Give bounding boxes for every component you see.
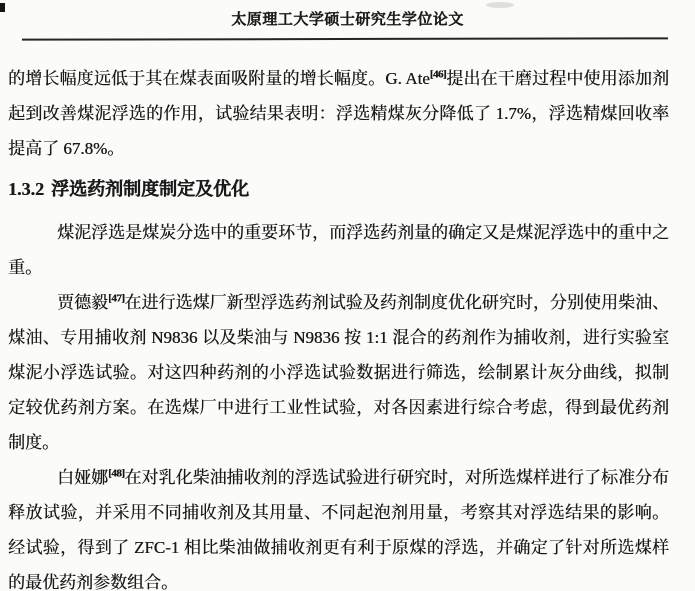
paragraph-text: 在对乳化柴油捕收剂的浮选试验进行研究时，对所选煤样进行了标准分布释放试验，并采用不同捕收剂及其用量、不同起泡剂用量，考察其对浮选结果的影响。经试验，得到了 ZFC-1 相比柴油做捕收剂更有利于原煤的浮选，并确定了针对所选煤样的最优药剂参数组合。 (8, 468, 670, 591)
page-header (0, 8, 695, 29)
paragraph-baiyana (8, 460, 669, 591)
section-heading (8, 172, 669, 207)
paragraph-intro (8, 61, 669, 166)
paragraph-jiadeyi (8, 285, 669, 460)
citation-ref-48: [48] (108, 467, 125, 480)
paragraph-text: 的增长幅度远低于其在煤表面吸附量的增长幅度。G. Ate (8, 69, 430, 88)
running-head: 太原理工大学硕士研究生学位论文 (231, 12, 464, 28)
paragraph-text: 在进行选煤厂新型浮选药剂试验及药剂制度优化研究时，分别使用柴油、煤油、专用捕收剂 N9836 以及柴油与 N9836 按 1:1 混合的药剂作为捕收剂，进行实验室煤泥小浮选试验。对这四种药剂的小浮选试验数据进行筛选，绘制累计灰分曲线，拟制定较优药剂方案。在选煤厂中进行工业性试验，对各因素进行综合考虑，得到最优药剂制度。 (8, 293, 670, 452)
section-title: 浮选药剂制度制定及优化 (51, 179, 249, 199)
citation-ref-47: [47] (108, 292, 125, 305)
citation-ref-46: [46] (429, 68, 447, 81)
paragraph-overview (8, 215, 669, 285)
section-number: 1.3.2 (8, 179, 44, 199)
paragraph-text: 煤泥浮选是煤炭分选中的重要环节，而浮选药剂量的确定又是煤泥浮选中的重中之重。 (8, 223, 669, 277)
page-body (8, 61, 669, 591)
paragraph-text: 提出在干磨过程中使用添加剂起到改善煤泥浮选的作用，试验结果表明：浮选精煤灰分降低了 1.7%，浮选精煤回收率提高了 67.8%。 (8, 69, 670, 158)
author-name: 白娅娜 (57, 468, 109, 487)
author-name: 贾德毅 (57, 293, 109, 312)
header-rule (22, 37, 668, 40)
